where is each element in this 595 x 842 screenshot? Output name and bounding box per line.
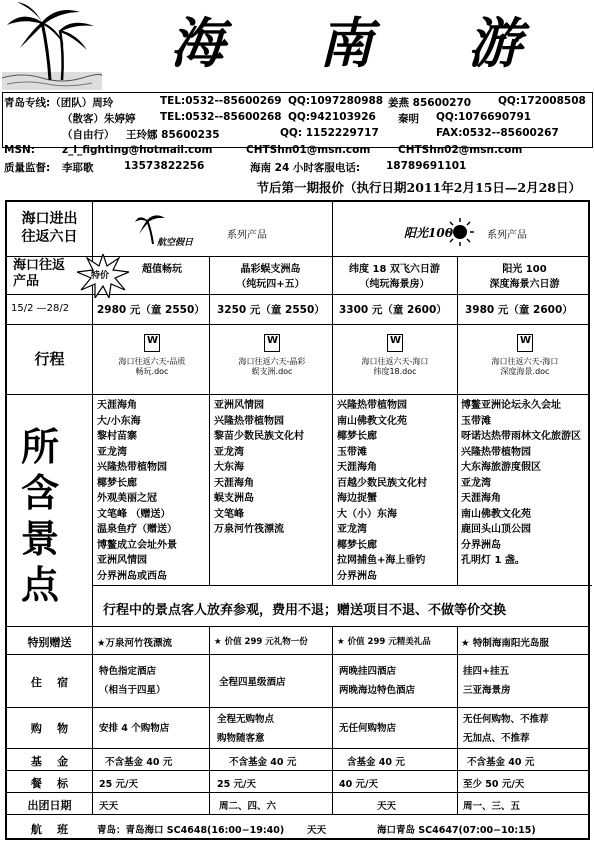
spot-item: 天涯海角 <box>97 400 137 411</box>
contact-team-2: 姜燕 85600270 <box>388 97 472 109</box>
spot-item: 大东海 <box>214 462 244 473</box>
page-header <box>0 0 595 92</box>
itinerary-doc-3-name: 海口往返六天-海口 纬度18.doc <box>361 357 429 376</box>
spot-item: 百越少数民族文化村 <box>337 477 427 489</box>
spot-item: 大东海旅游度假区 <box>461 462 541 473</box>
product-1-departure: 天天 <box>99 801 119 812</box>
itinerary-doc-4-name: 海口往返六天-海口 深度海景.doc <box>491 357 559 376</box>
page-title: 海 南 游 <box>170 11 560 75</box>
spot-item: 蜈支洲岛 <box>214 493 254 504</box>
date-range: 15/2 —28/2 <box>11 303 70 314</box>
flight-label: 航 班 <box>30 823 69 836</box>
spot-item: 亚龙湾 <box>97 446 127 458</box>
spot-item: 天涯海角 <box>461 493 501 504</box>
contact-fax: FAX:0532--85600267 <box>436 127 559 139</box>
itinerary-doc-3[interactable] <box>337 334 453 377</box>
product-3-spots <box>337 398 427 584</box>
spot-item: 兴隆热带植物园 <box>214 415 284 427</box>
spot-item: 椰梦长廊 <box>337 431 377 442</box>
spot-item: 亚龙湾 <box>214 446 244 458</box>
itinerary-doc-1[interactable] <box>97 334 207 377</box>
product-4-meal: 至少 50 元/天 <box>463 779 525 790</box>
contact-team-qq: QQ:1097280988 <box>288 95 384 107</box>
product-4-hotel: 挂四+挂五 三亚海景房 <box>463 666 511 696</box>
product-3-shopping: 无任何购物店 <box>339 723 397 734</box>
spot-item: 兴隆热带植物园 <box>337 400 407 411</box>
itinerary-doc-4[interactable] <box>463 334 587 377</box>
spot-item: 大/小东海 <box>97 415 141 427</box>
product-3-hotel: 两晚挂四酒店 两晚海边特色酒店 <box>339 666 416 696</box>
quality-phone: 13573822256 <box>124 160 205 172</box>
aviation-holiday-logo-text: 航空假日 <box>157 238 194 248</box>
spot-item: 天涯海角 <box>214 477 254 489</box>
spot-item: 孔明灯 1 盏。 <box>461 555 525 566</box>
contact-self-label: （自由行） <box>62 129 115 141</box>
product-3-fund: 含基金 40 元 <box>347 757 405 768</box>
itinerary-doc-2[interactable] <box>215 334 329 377</box>
product-2-price: 3250 元（童 2550） <box>217 304 325 316</box>
spot-item: 分界洲岛或西岛 <box>97 570 167 582</box>
contact-self: 王玲娜 85600235 <box>126 129 220 141</box>
spot-item: 大（小）东海 <box>337 508 397 520</box>
shopping-label: 购 物 <box>30 722 69 735</box>
spot-item: 天涯海角 <box>337 462 377 473</box>
spot-item: 黎村苗寨 <box>97 431 137 442</box>
itinerary-doc-1-name: 海口往返六天-品质 畅玩.doc <box>118 357 186 376</box>
spot-item: 拉网捕鱼+海上垂钓 <box>337 555 426 566</box>
route-header: 海口进出 往返六日 <box>21 211 78 245</box>
contact-info <box>0 92 595 180</box>
product-2-shopping: 全程无购物点 购物随客意 <box>217 714 275 744</box>
product-2-departure: 周二、四、六 <box>219 801 277 812</box>
contact-individual-2: 秦明 <box>398 113 419 125</box>
contact-individual-qq: QQ:942103926 <box>288 111 376 123</box>
spot-item: 玉带滩 <box>337 446 367 458</box>
product-1-fund: 不含基金 40 元 <box>105 757 173 768</box>
spot-item: 亚洲风情园 <box>214 400 264 411</box>
sunshine-100-logo-text: 阳光100 <box>404 226 454 240</box>
product-2-name: 晶彩蜈支洲岛 （纯玩四+五） <box>236 264 305 290</box>
brand-right-series: 系列产品 <box>487 230 527 241</box>
hotline-phone: 18789691101 <box>386 160 467 172</box>
product-label: 海口往返 产品 <box>13 258 66 289</box>
product-3-name: 纬度 18 双飞六日游 （纯玩海景房） <box>349 264 440 290</box>
spot-item: 博鳌亚洲论坛永久会址 <box>461 400 561 411</box>
departure-label: 出团日期 <box>27 799 72 812</box>
palm-tree-icon <box>2 0 102 90</box>
spot-item: 分界洲岛 <box>337 570 377 582</box>
product-2-hotel: 全程四星级酒店 <box>219 677 286 688</box>
spot-item: 亚龙湾 <box>461 477 491 489</box>
product-4-name: 阳光 100 深度海景六日游 <box>489 264 560 290</box>
special-offer-badge: 特价 <box>91 271 110 281</box>
hotel-label: 住 宿 <box>30 676 69 689</box>
included-spots-label: 所 含 景 点 <box>21 425 60 607</box>
spot-item: 呀诺达热带雨林文化旅游区 <box>461 431 581 442</box>
contact-individual-2-qq: QQ:1076690791 <box>436 111 532 123</box>
product-3-meal: 40 元/天 <box>339 779 378 790</box>
word-document-icon <box>144 334 160 352</box>
msn-label: MSN: <box>4 144 35 156</box>
notice-text: 行程中的景点客人放弃参观，费用不退；赠送项目不退、不做等价交换 <box>103 603 507 618</box>
product-1-price: 2980 元（童 2550） <box>97 304 205 316</box>
msn-address-3: CHTShn02@msn.com <box>398 144 523 156</box>
quality-label: 质量监督: <box>4 162 51 174</box>
product-3-departure: 天天 <box>377 801 397 812</box>
product-2-spots <box>214 398 304 538</box>
msn-address-2: CHTShn01@msn.com <box>246 144 371 156</box>
meal-label: 餐 标 <box>30 777 69 790</box>
contact-individual: （散客）朱婷婷 <box>62 113 136 125</box>
spot-item: 外观美丽之冠 <box>97 493 157 504</box>
product-4-departure: 周一、三、五 <box>463 801 521 812</box>
spot-item: 博鳌成立会址外景 <box>97 539 177 551</box>
spot-item: 兴隆热带植物园 <box>97 462 167 473</box>
contact-self-qq: QQ: 1152229717 <box>280 127 379 139</box>
contact-team-2-qq: QQ:172008508 <box>498 95 586 107</box>
product-4-price: 3980 元（童 2600） <box>465 304 573 316</box>
spot-item: 文笔峰 （赠送） <box>97 508 171 520</box>
product-4-gift: ★ 特制海南阳光岛服 <box>461 638 549 649</box>
contact-individual-tel: TEL:0532--85600268 <box>160 111 282 123</box>
product-4-fund: 不含基金 40 元 <box>467 757 535 768</box>
spot-item: 南山佛教文化苑 <box>337 415 407 427</box>
spot-item: 南山佛教文化苑 <box>461 508 531 520</box>
spot-item: 玉带滩 <box>461 415 491 427</box>
spot-item: 亚洲风情园 <box>97 555 147 566</box>
spot-item: 温泉鱼疗（赠送） <box>97 524 177 535</box>
product-2-meal: 25 元/天 <box>217 779 256 790</box>
spot-item: 椰梦长廊 <box>97 477 137 489</box>
contact-team: 青岛专线:（团队）周玲 <box>4 97 114 109</box>
word-document-icon <box>264 334 280 352</box>
outbound-flight-frequency: 天天 <box>307 825 327 836</box>
quality-name: 李耶歌 <box>62 162 94 174</box>
spot-item: 椰梦长廊 <box>337 539 377 551</box>
product-1-meal: 25 元/天 <box>99 779 138 790</box>
product-3-price: 3300 元（童 2600） <box>339 304 447 316</box>
hotline-label: 海南 24 小时客服电话: <box>250 162 361 174</box>
price-period: 节后第一期报价（执行日期2011年2月15日—2月28日） <box>256 180 581 195</box>
product-1-hotel: 特色指定酒店 （相当于四星） <box>99 666 166 696</box>
msn-address-1: z_l_fighting@hotmail.com <box>62 144 213 156</box>
product-4-shopping: 无任何购物、不推荐 无加点、不推荐 <box>463 714 549 744</box>
gift-label: 特别赠送 <box>27 636 72 649</box>
spot-item: 分界洲岛 <box>461 539 501 551</box>
spot-item: 亚龙湾 <box>337 524 367 535</box>
product-4-spots <box>461 398 581 569</box>
spot-item: 万泉河竹筏漂流 <box>214 524 284 535</box>
outbound-flight: 青岛：青岛海口 SC4648(16:00−19:40) <box>97 825 285 836</box>
word-document-icon <box>387 334 403 352</box>
itinerary-label: 行程 <box>34 350 65 368</box>
contact-team-tel: TEL:0532--85600269 <box>160 95 282 107</box>
spot-item: 文笔峰 <box>214 508 244 520</box>
product-3-gift: ★ 价值 299 元精美礼品 <box>337 637 431 647</box>
word-document-icon <box>517 334 533 352</box>
price-table <box>5 200 590 840</box>
return-flight: 海口青岛 SC4647(07:00−10:15) <box>377 825 536 836</box>
product-1-name: 超值畅玩 <box>142 264 182 275</box>
itinerary-doc-2-name: 海口往返六天-晶彩 蜈支洲.doc <box>238 357 306 376</box>
product-1-spots <box>97 398 177 584</box>
spot-item: 鹿回头山顶公园 <box>461 524 531 535</box>
product-1-gift: ★万泉河竹筏漂流 <box>97 638 173 649</box>
product-1-shopping: 安排 4 个购物店 <box>99 723 170 734</box>
spot-item: 兴隆热带植物园 <box>461 446 531 458</box>
fund-label: 基 金 <box>30 755 69 768</box>
product-2-gift: ★ 价值 299 元礼物一份 <box>214 637 308 647</box>
spot-item: 黎苗少数民族文化村 <box>214 431 304 442</box>
brand-left-series: 系列产品 <box>227 230 267 241</box>
spot-item: 海边捉蟹 <box>337 493 377 504</box>
product-2-fund: 不含基金 40 元 <box>229 757 297 768</box>
